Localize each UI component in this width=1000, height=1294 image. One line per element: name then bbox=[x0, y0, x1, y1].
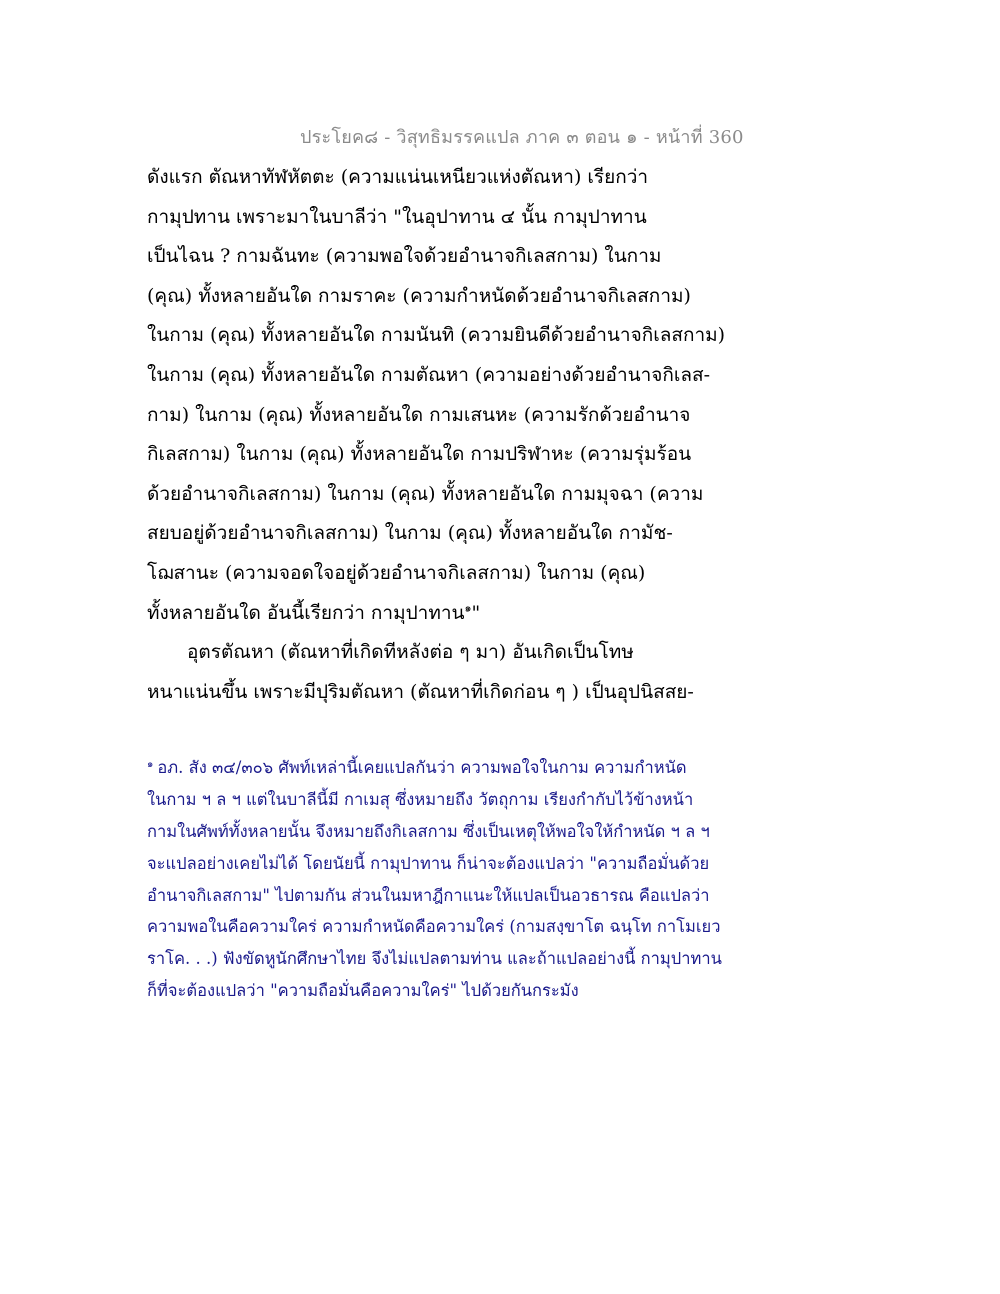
body-line: กาม) ในกาม (คุณ) ทั้งหลายอันใด กามเสนหะ (ความรักด้วยอำนาจ bbox=[147, 403, 691, 426]
body-line-with-footnote-ref bbox=[147, 594, 747, 634]
body-line: หนาแน่นขึ้น เพราะมีปุริมตัณหา (ตัณหาที่เกิดก่อน ๆ ) เป็นอุปนิสสย- bbox=[147, 680, 694, 703]
body-line: กิเลสกาม) ในกาม (คุณ) ทั้งหลายอันใด กามปริฬาหะ (ความรุ่มร้อน bbox=[147, 443, 692, 466]
body-line-text: ทั้งหลายอันใด อันนี้เรียกว่า กามุปาทาน bbox=[147, 601, 465, 624]
footnote-line: ราโค. . .) ฟังขัดหูนักศึกษาไทย จึงไม่แปลตามท่าน และถ้าแปลอย่างนี้ กามุปาทาน bbox=[147, 949, 722, 969]
body-line-paragraph-start: อุตรตัณหา (ตัณหาที่เกิดทีหลังต่อ ๆ มา) อันเกิดเป็นโทษ bbox=[187, 641, 634, 664]
main-body-text bbox=[147, 158, 747, 712]
footnote-marker: ๑ bbox=[147, 758, 154, 770]
footnote-section bbox=[147, 752, 747, 1007]
footnote-line: ความพอในคือความใคร่ ความกำหนัดคือความใคร่ (กามสงฺขาโต ฉนฺโท กาโมเยว bbox=[147, 917, 721, 937]
footnote-line: ในกาม ฯ ล ฯ แต่ในบาลีนี้มี กาเมสุ ซึ่งหมายถึง วัตถุกาม เรียงกำกับไว้ข้างหน้า bbox=[147, 789, 694, 809]
footnote-line: กามในศัพท์ทั้งหลายนั้น จึงหมายถึงกิเลสกาม ซึ่งเป็นเหตุให้พอใจให้กำหนัด ฯ ล ฯ bbox=[147, 821, 710, 841]
footnote-line: จะแปลอย่างเคยไม่ได้ โดยนัยนี้ กามุปาทาน ก็น่าจะต้องแปลว่า "ความถือมั่นด้วย bbox=[147, 853, 710, 873]
body-line: ด้วยอำนาจกิเลสกาม) ในกาม (คุณ) ทั้งหลายอันใด กามมุจฉา (ความ bbox=[147, 482, 704, 505]
footnote-line: ก็ที่จะต้องแปลว่า "ความถือมั่นคือความใคร่" ไปด้วยกันกระมัง bbox=[147, 981, 579, 1001]
body-line: ในกาม (คุณ) ทั้งหลายอันใด กามตัณหา (ความอย่างด้วยอำนาจกิเลส- bbox=[147, 363, 711, 386]
body-line: สยบอยู่ด้วยอำนาจกิเลสกาม) ในกาม (คุณ) ทั้งหลายอันใด กามัช- bbox=[147, 522, 673, 545]
body-line: โฌสานะ (ความจอดใจอยู่ด้วยอำนาจกิเลสกาม) ในกาม (คุณ) bbox=[147, 561, 646, 584]
footnote-reference-marker[interactable]: ๑ bbox=[464, 601, 472, 615]
body-line: ในกาม (คุณ) ทั้งหลายอันใด กามนันทิ (ความยินดีด้วยอำนาจกิเลสกาม) bbox=[147, 324, 726, 347]
footnote-text: อภ. สัง ๓๔/๓๐๖ ศัพท์เหล่านี้เคยแปลกันว่า ความพอใจในกาม ความกำหนัด bbox=[157, 758, 687, 777]
closing-quote: " bbox=[471, 601, 481, 624]
body-line: (คุณ) ทั้งหลายอันใด กามราคะ (ความกำหนัดด้วยอำนาจกิเลสกาม) bbox=[147, 284, 691, 307]
body-line: ดังแรก ตัณหาทัฬหัตตะ (ความแน่นเหนียวแห่งตัณหา) เรียกว่า bbox=[147, 166, 649, 188]
page-running-header: ประโยค๘ - วิสุทธิมรรคแปล ภาค ๓ ตอน ๑ - หน้าที่ 360 bbox=[300, 127, 744, 148]
footnote-line: อำนาจกิเลสกาม" ไปตามกัน ส่วนในมหาฎีกาแนะให้แปลเป็นอวธารณ คือแปลว่า bbox=[147, 885, 710, 905]
body-line: เป็นไฉน ? กามฉันทะ (ความพอใจด้วยอำนาจกิเลสกาม) ในกาม bbox=[147, 245, 662, 268]
body-line: กามุปทาน เพราะมาในบาลีว่า "ในอุปาทาน ๔ นั้น กามุปาทาน bbox=[147, 205, 647, 228]
footnote-line-first bbox=[147, 752, 747, 784]
